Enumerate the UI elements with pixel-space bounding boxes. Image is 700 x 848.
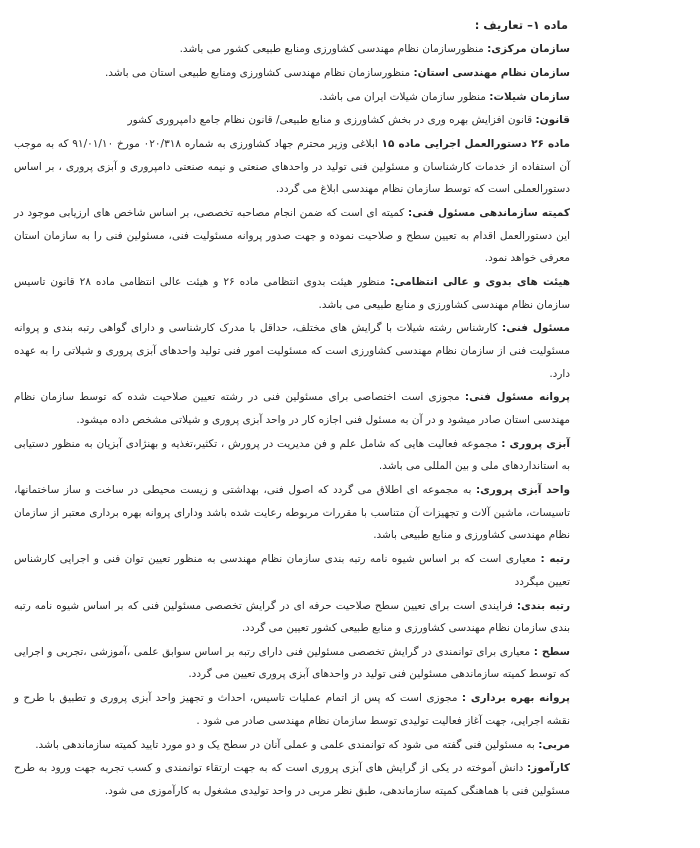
- definition-text: به مجموعه ای اطلاق می گردد که اصول فنی، بهداشتی و زیست محیطی در ساخت و ساز ساختمانها، تاسیسات، ماشین آلات و تجهیزات آن متناسب با مقررات مربوطه رعایت شده باشد ودارای پروانه بهره برداری معتبر از سازمان نظام مهندسی کشاورزی و منابع طبیعی باشد.: [14, 484, 570, 542]
- definition-text: ابلاغی وزیر محترم جهاد کشاورزی به شماره ۰۲۰/۳۱۸ مورخ ۹۱/۰۱/۱۰ که به موجب آن استفاده از خدمات کارشناسان و مسئولین فنی تولید در واحدهای صنعتی و نیمه صنعتی دامپروری و آبزی پروری ، بر اساس دستورالعملی است که توسط سازمان نظام مهندسی ابلاغ می گردد.: [14, 138, 570, 196]
- definition-technical-manager-license: [14, 386, 570, 431]
- definition-disciplinary-boards: [14, 271, 570, 316]
- definition-text: معیاری برای توانمندی در گرایش تخصصی مسئولین فنی دارای رتبه بر اساس سوابق علمی ،آموزشی ،تجربی و اجرایی که توسط کمیته سازماندهی مسئولین فنی تولید در واحدهای آبزی پروری تعیین می گردد.: [14, 645, 570, 681]
- definition-text: معیاری است که بر اساس شیوه نامه رتبه بندی سازمان نظام مهندسی به منظور تعیین توان فنی و اجرایی کارشناس تعیین میگردد: [14, 553, 570, 588]
- definition-aquaculture-unit: [14, 479, 570, 547]
- definition-law: [14, 109, 570, 132]
- term-label: سازمان مرکزی:: [487, 43, 570, 55]
- term-label: مسئول فنی:: [502, 322, 570, 335]
- term-label: مربی:: [538, 738, 570, 751]
- term-label: رتبه :: [540, 553, 570, 566]
- definition-text: منظورسازمان نظام مهندسی کشاورزی ومنابع طبیعی استان می باشد.: [104, 66, 414, 79]
- definition-operating-license: [14, 687, 570, 732]
- definition-text: فرایندی است برای تعیین سطح صلاحیت حرفه ای در گرایش تخصصی مسئولین فنی که بر اساس شیوه نامه رتبه بندی سازمان نظام مهندسی کشاورزی و منابع طبیعی کشور تعیین می گردد.: [14, 599, 570, 635]
- term-label: قانون:: [535, 114, 570, 127]
- term-label: آبزی پروری :: [501, 437, 570, 450]
- definition-text: کارشناس رشته شیلات با گرایش های مختلف، حداقل با مدرک کارشناسی و دارای گواهی رتبه بندی و پروانه مسئولیت فنی از سازمان نظام مهندسی کشاورزی است که مسئولیت امور فنی تولید واحدهای آبزی پروری و شیلاتی را به عهده دارد.: [14, 322, 570, 380]
- term-label: پروانه بهره برداری :: [461, 692, 570, 705]
- term-label: سطح :: [533, 645, 570, 658]
- term-label: ماده ۲۶ دستورالعمل اجرایی ماده ۱۵: [381, 138, 571, 151]
- term-label: رتبه بندی:: [516, 599, 570, 612]
- term-label: سازمان نظام مهندسی استان:: [413, 66, 570, 79]
- definition-text: منظور سازمان شیلات ایران می باشد.: [319, 90, 490, 103]
- definition-provincial-organization: [14, 62, 570, 85]
- definition-text: به مسئولین فنی گفته می شود که توانمندی علمی و عملی آنان در سطح یک و دو مورد تایید کمیته سازماندهی باشد.: [35, 738, 539, 751]
- term-label: کارآموز:: [526, 762, 570, 775]
- definition-trainer: [14, 734, 570, 757]
- definition-text: مجوزی است اختصاصی برای مسئولین فنی در رشته تعیین صلاحیت شده که توسط سازمان نظام مهندسی استان صادر میشود و در آن به مسئول فنی اجازه کار در واحد آبزی پروری و شیلاتی مشخص داده میشود.: [14, 391, 570, 426]
- term-label: واحد آبزی پروری:: [475, 484, 570, 497]
- definition-trainee: [14, 757, 570, 802]
- term-label: پروانه مسئول فنی:: [464, 391, 570, 404]
- definition-rank: [14, 548, 570, 593]
- definition-text: مجوزی است که پس از اتمام عملیات تاسیس، احداث و تجهیز واحد آبزی پروری و تطبیق با طرح و نقشه اجرایی، جهت آغاز فعالیت تولیدی توسط سازمان نظام مهندسی صادر می شود .: [14, 692, 570, 727]
- term-label: کمیته سازماندهی مسئول فنی:: [408, 207, 570, 220]
- term-label: هیئت های بدوی و عالی انتظامی:: [390, 276, 570, 289]
- definition-text: منظورسازمان نظام مهندسی کشاورزی ومنابع طبیعی کشور می باشد.: [179, 43, 488, 55]
- definition-ranking: [14, 595, 570, 640]
- definition-aquaculture: [14, 433, 570, 478]
- definition-fisheries-organization: [14, 86, 570, 109]
- definition-article-26-instruction: [14, 133, 570, 201]
- definition-technical-manager: [14, 317, 570, 385]
- article-heading: ماده ۱– تعاریف :: [474, 18, 568, 32]
- definition-central-organization: [14, 38, 570, 61]
- definition-text: منظور هیئت بدوی انتظامی ماده ۲۶ و هیئت عالی انتظامی ماده ۲۸ قانون تاسیس سازمان نظام مهندسی کشاورزی و منابع طبیعی می باشد.: [14, 276, 570, 311]
- term-label: سازمان شیلات:: [489, 90, 570, 103]
- definition-organizing-committee: [14, 202, 570, 270]
- definition-text: دانش آموخته در یکی از گرایش های آبزی پروری است که به جهت ارتقاء توانمندی و کسب تجربه جهت ورود به طرح مسئولین فنی با هماهنگی کمیته سازماندهی، طبق نظر مربی در واحد تولیدی مشغول به کارآموزی می شود.: [14, 762, 570, 797]
- definition-level: [14, 641, 570, 686]
- definition-text: کمیته ای است که ضمن انجام مصاحبه تخصصی، بر اساس شاخص های ارزیابی موجود در این دستورالعمل اقدام به تعیین سطح و صلاحیت نموده و جهت صدور پروانه مسئولیت فنی، مسئولین فنی را به سازمان استان معرفی خواهد نمود.: [14, 207, 570, 265]
- definition-text: قانون افزایش بهره وری در بخش کشاورزی و منابع طبیعی/ قانون نظام جامع دامپروری کشور: [127, 114, 536, 127]
- definition-text: مجموعه فعالیت هایی که شامل علم و فن مدیریت در پرورش ، تکثیر،تغذیه و بهنژادی آبزیان به منظور دستیابی به استانداردهای ملی و بین المللی می باشد.: [14, 437, 570, 473]
